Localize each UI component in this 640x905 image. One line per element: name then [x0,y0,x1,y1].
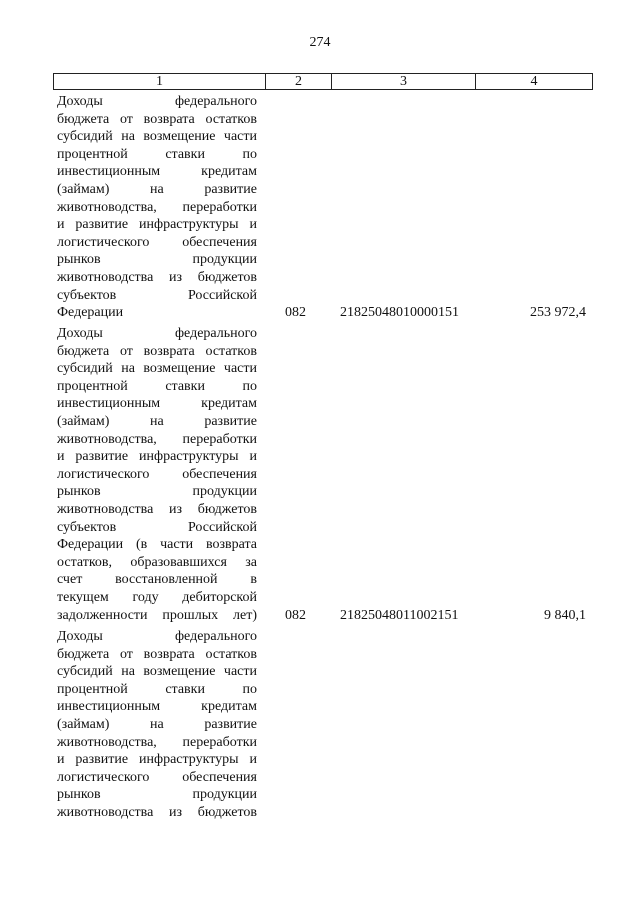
description-line: (займам) на развитие [57,413,257,429]
description-line: счет восстановленной в [57,572,257,588]
description-line: бюджета от возврата остатков [57,111,257,127]
page-number: 274 [309,35,331,50]
description-line: Федерации [57,305,124,321]
row-description [57,93,257,322]
row-amount: 9 840,1 [544,607,586,623]
description-line: и развитие инфраструктуры и [57,217,257,233]
description-line: рынков продукции [57,484,257,500]
description-line: субсидий на возмещение части [57,361,257,377]
description-line: рынков продукции [57,252,257,268]
row-description [57,325,257,624]
description-line: задолженности прошлых лет) [57,607,257,623]
description-line: животноводства из бюджетов [57,269,257,285]
table-row [57,628,593,822]
description-line: бюджета от возврата остатков [57,343,257,359]
description-line: Доходы федерального [57,629,257,644]
row-description [57,628,257,822]
description-line: животноводства из бюджетов [57,501,257,517]
description-line: процентной ставки по [57,681,257,697]
description-line: животноводства из бюджетов [57,804,257,820]
row-kbk: 21825048010000151 [340,305,459,321]
description-line: субъектов Российской [57,519,257,535]
description-line: логистического обеспечения [57,769,257,785]
header-cell-2: 2 [265,74,331,89]
description-line: Доходы федерального [57,94,257,109]
row-code: 082 [285,305,306,321]
description-line: животноводства, переработки [57,734,257,750]
description-line: животноводства, переработки [57,431,257,447]
description-line: и развитие инфраструктуры и [57,449,257,465]
description-line: логистического обеспечения [57,234,257,250]
description-line: процентной ставки по [57,146,257,162]
row-amount: 253 972,4 [530,305,586,321]
description-line: инвестиционным кредитам [57,164,257,180]
description-line: животноводства, переработки [57,199,257,215]
table-header-row [53,73,593,90]
description-line: (займам) на развитие [57,716,257,732]
description-line: Федерации (в части возврата [57,537,257,553]
description-line: субсидий на возмещение части [57,129,257,145]
description-line: текущем году дебиторской [57,589,257,605]
description-line: логистического обеспечения [57,466,257,482]
header-cell-1: 1 [156,74,163,89]
row-code: 082 [285,607,306,623]
description-line: (займам) на развитие [57,181,257,197]
description-line: субъектов Российской [57,287,257,303]
table-row [57,325,593,624]
description-line: рынков продукции [57,787,257,803]
table-row [57,93,593,322]
description-line: инвестиционным кредитам [57,699,257,715]
description-line: инвестиционным кредитам [57,396,257,412]
description-line: субсидий на возмещение части [57,664,257,680]
description-line: бюджета от возврата остатков [57,646,257,662]
header-cell-4: 4 [475,74,592,89]
header-cell-3: 3 [331,74,475,89]
description-line: остатков, образовавшихся за [57,554,257,570]
row-kbk: 21825048011002151 [340,607,459,623]
description-line: и развитие инфраструктуры и [57,752,257,768]
description-line: процентной ставки по [57,378,257,394]
description-line: Доходы федерального [57,326,257,341]
